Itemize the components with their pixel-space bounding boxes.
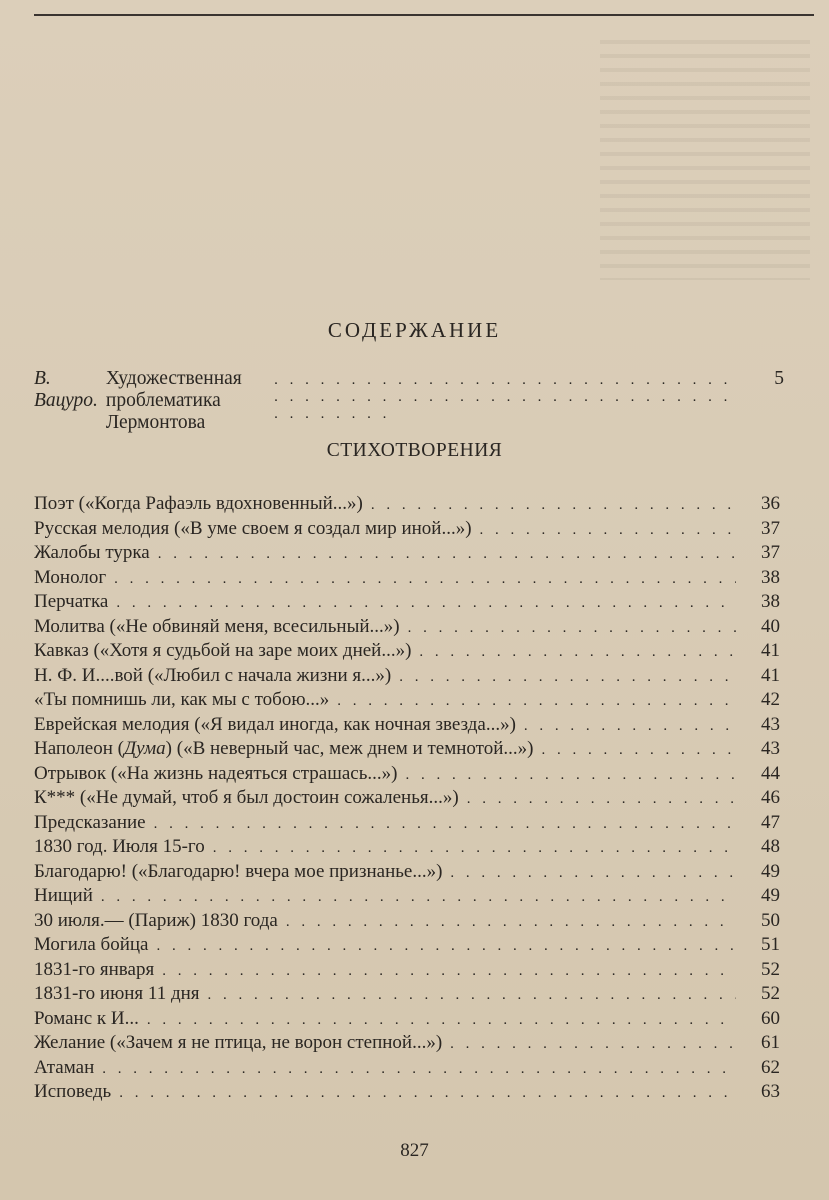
entry-title: Исповедь xyxy=(34,1081,112,1102)
entry-title: «Ты помнишь ли, как мы с тобою...» xyxy=(34,689,330,710)
toc-entry xyxy=(34,884,780,909)
entry-page: 38 xyxy=(761,566,780,588)
page-number: 827 xyxy=(400,1140,429,1161)
entry-page: 52 xyxy=(761,958,780,980)
entry-page: 60 xyxy=(761,1007,780,1029)
toc-entry xyxy=(34,517,780,542)
entry-page: 40 xyxy=(761,615,780,637)
leader-dots xyxy=(408,616,736,641)
entry-title: Атаман xyxy=(34,1056,95,1078)
entry-title: Еврейская мелодия («Я видал иногда, как ночная звезда...») xyxy=(34,713,516,735)
entry-page: 48 xyxy=(761,836,780,857)
entry-title: К*** («Не думай, чтоб я был достоин сожаленья...») xyxy=(34,787,459,808)
entry-title: Предсказание xyxy=(34,811,146,833)
toc-entry xyxy=(34,688,780,713)
leader-dots xyxy=(450,1032,736,1057)
entry-title: Жалобы турка xyxy=(34,542,150,563)
entry-title: Русская мелодия («В уме своем я создал мир иной...») xyxy=(34,517,472,539)
toc-entry xyxy=(34,1056,780,1081)
toc-entry xyxy=(34,1007,780,1032)
leader-dots xyxy=(480,518,736,543)
entry-title: 30 июля.— (Париж) 1830 года xyxy=(34,909,278,931)
entry-title: 1831-го июня 11 дня xyxy=(34,983,200,1004)
toc-entry xyxy=(34,982,780,1007)
leader-dots xyxy=(154,812,736,837)
toc-entry xyxy=(34,492,780,517)
leader-dots xyxy=(274,372,740,423)
entry-page: 41 xyxy=(761,664,780,686)
entry-page: 47 xyxy=(761,811,780,833)
toc-entry xyxy=(34,909,780,934)
entry-page: 62 xyxy=(761,1056,780,1078)
toc-entry xyxy=(34,615,780,640)
entry-title: Желание («Зачем я не птица, не ворон степной...») xyxy=(34,1032,443,1053)
entry-page: 51 xyxy=(761,934,780,955)
toc-entry xyxy=(34,737,780,762)
toc-entry xyxy=(34,1080,780,1105)
leader-dots xyxy=(114,567,736,592)
toc-entry xyxy=(34,639,780,664)
entry-title-italic: Дума xyxy=(123,738,166,759)
entry-title: Отрывок («На жизнь надеяться страшась...») xyxy=(34,762,398,784)
entry-title: 1830 год. Июля 15-го xyxy=(34,836,205,857)
entry-page: 37 xyxy=(761,542,780,563)
leader-dots xyxy=(541,738,736,763)
leader-dots xyxy=(102,1057,736,1082)
section-heading: СТИХОТВОРЕНИЯ xyxy=(326,440,503,461)
leader-dots xyxy=(213,836,736,861)
leader-dots xyxy=(399,665,736,690)
entry-page: 52 xyxy=(761,983,780,1004)
toc-entry xyxy=(34,1031,780,1056)
intro-page: 5 xyxy=(774,368,784,389)
leader-dots xyxy=(158,542,736,567)
entry-title: Нищий xyxy=(34,885,93,906)
entry-title: Романс к И... xyxy=(34,1007,139,1029)
entry-title: Поэт («Когда Рафаэль вдохновенный...») xyxy=(34,493,363,514)
leader-dots xyxy=(524,714,736,739)
entry-page: 61 xyxy=(761,1032,780,1053)
entry-page: 37 xyxy=(761,517,780,539)
entry-page: 42 xyxy=(761,689,780,710)
entry-title: Благодарю! («Благодарю! вчера мое признанье...») xyxy=(34,860,443,882)
leader-dots xyxy=(208,983,736,1008)
page-title: СОДЕРЖАНИЕ xyxy=(327,318,502,342)
leader-dots xyxy=(371,493,736,518)
entry-page: 46 xyxy=(761,787,780,808)
top-rule xyxy=(34,14,814,16)
toc-entry xyxy=(34,566,780,591)
entry-title: Могила бойца xyxy=(34,934,149,955)
entry-page: 49 xyxy=(761,860,780,882)
entry-page: 41 xyxy=(761,640,780,661)
entry-title: Н. Ф. И....вой («Любил с начала жизни я...») xyxy=(34,664,392,686)
entry-page: 63 xyxy=(761,1081,780,1102)
entry-title: Монолог xyxy=(34,566,107,588)
leader-dots xyxy=(419,640,736,665)
leader-dots xyxy=(405,763,736,788)
entry-title: Перчатка xyxy=(34,591,109,612)
toc-entry xyxy=(34,762,780,787)
leader-dots xyxy=(337,689,736,714)
leader-dots xyxy=(286,910,736,935)
entry-title-pre: Наполеон ( xyxy=(34,738,124,759)
toc-entry xyxy=(34,786,780,811)
intro-entry xyxy=(34,368,784,433)
leader-dots xyxy=(467,787,736,812)
toc-entry xyxy=(34,860,780,885)
toc-list xyxy=(34,492,780,1105)
entry-page: 36 xyxy=(761,493,780,514)
toc-entry xyxy=(34,811,780,836)
leader-dots xyxy=(156,934,736,959)
leader-dots xyxy=(162,959,736,984)
toc-entry xyxy=(34,933,780,958)
leader-dots xyxy=(147,1008,736,1033)
toc-entry xyxy=(34,835,780,860)
entry-page: 38 xyxy=(761,591,780,612)
entry-page: 43 xyxy=(761,713,780,735)
toc-entry xyxy=(34,958,780,983)
leader-dots xyxy=(450,861,736,886)
bleed-through-shadow xyxy=(600,40,810,280)
entry-title-post: ) («В неверный час, меж днем и темнотой...») xyxy=(165,738,534,759)
toc-entry xyxy=(34,541,780,566)
intro-author: В. Вацуро. xyxy=(34,368,98,411)
intro-title: Художественная проблематика Лермонтова xyxy=(105,368,242,433)
toc-entry xyxy=(34,664,780,689)
leader-dots xyxy=(101,885,736,910)
entry-title: Молитва («Не обвиняй меня, всесильный...») xyxy=(34,615,400,637)
entry-page: 44 xyxy=(761,762,780,784)
entry-page: 50 xyxy=(761,909,780,931)
toc-entry xyxy=(34,713,780,738)
entry-title xyxy=(34,737,533,762)
entry-title: 1831-го января xyxy=(34,958,155,980)
leader-dots xyxy=(119,1081,736,1106)
entry-page: 43 xyxy=(761,738,780,759)
leader-dots xyxy=(116,591,736,616)
toc-entry xyxy=(34,590,780,615)
entry-title: Кавказ («Хотя я судьбой на заре моих дней...») xyxy=(34,640,412,661)
entry-page: 49 xyxy=(761,885,780,906)
